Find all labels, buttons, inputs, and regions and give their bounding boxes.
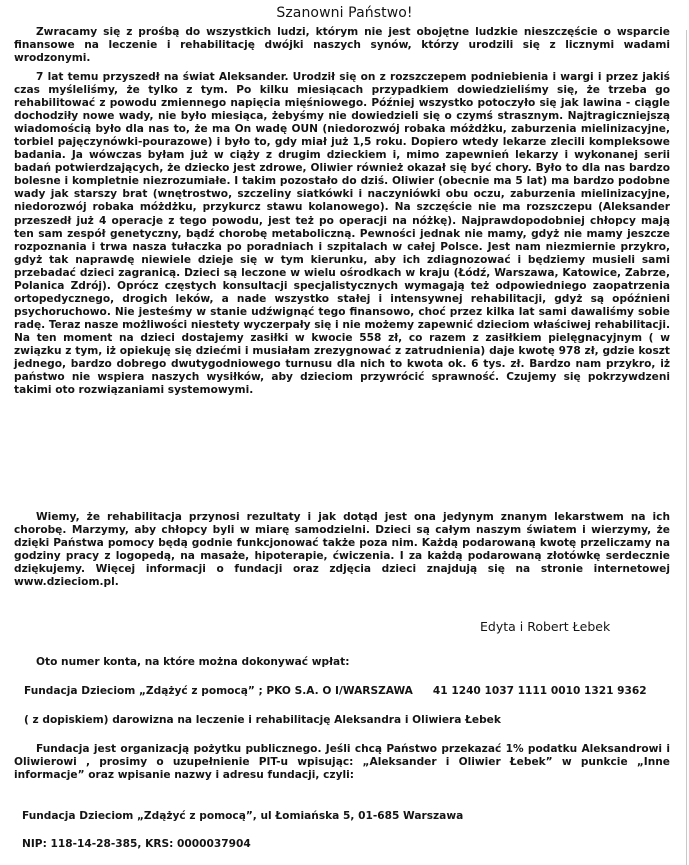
donation-note: ( z dopiskiem) darowizna na leczenie i rehabilitację Aleksandra i Oliwiera Łebek — [24, 714, 501, 726]
intro-paragraph: Zwracamy się z prośbą do wszystkich ludzi, którym nie jest obojętne ludzkie nieszczęście o wsparcie finansowe na leczenie i rehabilitację dwójki naszych synów, którzy urodzili się z licznymi wadami wrodzonymi. — [14, 26, 670, 65]
signature: Edyta i Robert Łebek — [480, 619, 611, 634]
rehabilitation-paragraph: Wiemy, że rehabilitacja przynosi rezultaty i jak dotąd jest ona jedynym znanym lekarstwem na ich chorobę. Marzymy, aby chłopcy byli w miarę samodzielni. Dzieci są całym naszym światem i wierzymy, że dzięki Państwa pomocy będą godnie funkcjonować także poza nim. Każdą podarowaną kwotę przeliczamy na godziny pracy z logopedą, na masaże, hipoterapie, ćwiczenia. I za każdą podarowaną złotówkę serdecznie dziękujemy. Więcej informacji o fundacji oraz zdjęcia dzieci znajdują się na stronie internetowej www.dzieciom.pl. — [14, 511, 670, 589]
foundation-address: Fundacja Dzieciom „Zdążyć z pomocą”, ul Łomiańska 5, 01-685 Warszawa — [22, 810, 464, 822]
account-number: 41 1240 1037 1111 0010 1321 9362 — [432, 685, 647, 697]
scan-edge — [686, 30, 687, 865]
account-intro: Oto numer konta, na które można dokonywać wpłat: — [36, 656, 350, 668]
foundation-bank-name: Fundacja Dzieciom „Zdążyć z pomocą” ; PKO S.A. O I/WARSZAWA — [24, 685, 413, 697]
bank-account-line — [24, 685, 647, 698]
story-paragraph: 7 lat temu przyszedł na świat Aleksander. Urodził się on z rozszczepem podniebienia i wargi i przez jakiś czas myśleliśmy, że tylko z tym. Po kilku miesiącach przypadkiem dowiedzieliśmy się, że trzeba go rehabilitować z powodu zmiennego napięcia mięśniowego. Później wszystko potoczyło się jak lawina - ciągle dochodziły nowe wady, nie było miesiąca, żebyśmy nie dowiedzieli się o czymś strasznym. Najtragiczniejszą wiadomością było dla nas to, że ma On wadę OUN (niedorozwój robaka móżdżku, zaburzenia mielinizacyjne, torbiel pajęczynówki-pourazowe) i było to, gdy miał już 1,5 roku. Dopiero wtedy lekarze zlecili kompleksowe badania. Ja wówczas byłam już w ciąży z drugim dzieckiem i, mimo zapewnień lekarzy i wykonanej serii badań potwierdzających, że dziecko jest zdrowe, Oliwier również okazał się być chory. Było to dla nas bardzo bolesne i kompletnie niezrozumiałe. I takim pozostało do dziś. Oliwier (obecnie ma 5 lat) ma bardzo podobne wady jak starszy brat (wnętrostwo, szczeliny siatkówki i naczyniówki obu oczu, zaburzenia mielinizacyjne, niedorozwój robaka móżdżku, przykurcz stawu kolanowego). Na szczęście nie ma rozszczepu (Aleksander przeszedł już 4 operacje z tego powodu, jest też po operacji na nóżkę). Najprawdopodobniej chłopcy mają ten sam zespół genetyczny, bądź chorobę metaboliczną. Pewności jednak nie mamy, gdyż nie mamy jeszcze rozpoznania i trwa nasza tułaczka po poradniach i szpitalach w całej Polsce. Jest nam niezmiernie przykro, gdyż tak naprawdę niewiele dzieje się w tym kierunku, aby ich zdiagnozować i będziemy musieli sami przebadać dzieci zagranicą. Dzieci są leczone w wielu ośrodkach w kraju (Łódź, Warszawa, Katowice, Zabrze, Polanica Zdrój). Oprócz częstych konsultacji specjalistycznych wymagają też odpowiedniego zaopatrzenia ortopedycznego, drogich leków, a nade wszystko stałej i intensywnej rehabilitacji, gdyż są opóźnieni psychoruchowo. Nie jesteśmy w stanie udźwignąć tego finansowo, choć przez kilka lat sami dawaliśmy sobie radę. Teraz nasze możliwości niestety wyczerpały się i nie możemy zapewnić dzieciom właściwej rehabilitacji. Na ten moment na dzieci dostajemy zasiłki w kwocie 558 zł, co razem z zasiłkiem pielęgnacyjnym ( w związku z tym, iż opiekuję się dziećmi i musiałam zrezygnować z zatrudnienia) daje kwotę 978 zł, gdzie koszt jednego, bardzo dobrego dwutygodniowego turnusu dla nich to kwota ok. 6 tys. zł. Bardzo nam przykro, iż państwo nie wspiera naszych wysiłków, aby dzieciom przywrócić sprawność. Czujemy się pokrzywdzeni takimi oto rozwiązaniami systemowymi. — [14, 71, 670, 397]
foundation-ids: NIP: 118-14-28-385, KRS: 0000037904 — [22, 838, 251, 850]
tax-paragraph: Fundacja jest organizacją pożytku publicznego. Jeśli chcą Państwo przekazać 1% podatku Aleksandrowi i Oliwierowi , prosimy o uzupełnienie PIT-u wpisując: „Aleksander i Oliwier Łebek” w punkcie „Inne informacje” oraz wpisanie nazwy i adresu fundacji, czyli: — [14, 743, 670, 782]
letter-title: Szanowni Państwo! — [276, 5, 413, 21]
